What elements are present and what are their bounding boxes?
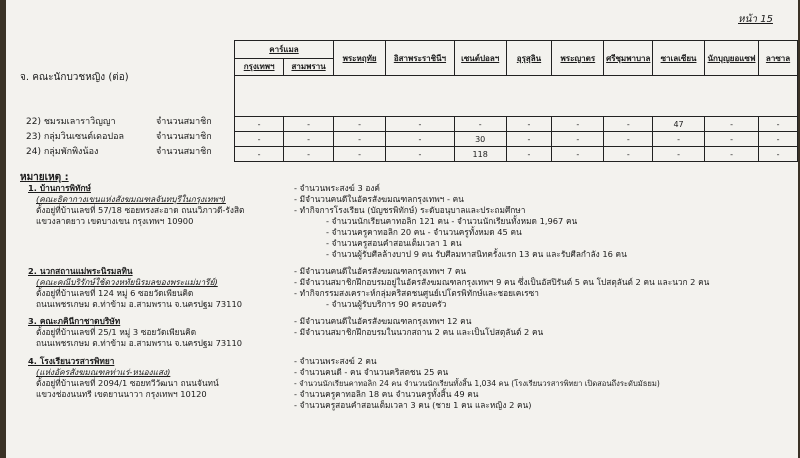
table-cell: - <box>506 117 552 132</box>
col-header-5: ศรีชุมพาบาล <box>604 41 653 76</box>
note-title: 2. นวกสถานแม่พระนิรมลทิน <box>28 266 133 276</box>
table-cell: 47 <box>653 117 705 132</box>
sub-header-0: กรุงเทพฯ <box>235 58 284 76</box>
note-detail: - จำนวนครูคาทอลิก 18 คน จำนวนครูทั้งสิ้น 49 คน <box>294 389 479 399</box>
note-detail: - มีจำนวนคนดีในอัครสังฆมณฑลกรุงเทพฯ 12 คน <box>294 316 472 326</box>
col-header-6: ซาเลเซียน <box>653 41 705 76</box>
col-header-8: ลาซาล <box>759 41 798 76</box>
row-label: 22) ชมรมเลาราวิญญา <box>26 117 116 127</box>
note-line: ตั้งอยู่ที่บ้านเลขที่ 124 หมู่ 6 ซอยวัดเพียนคิด <box>36 288 194 298</box>
note-detail: - มีจำนวนคนดีในอัครสังฆมณฑลกรุงเทพฯ - คน <box>294 194 464 204</box>
table-cell: - <box>653 147 705 162</box>
notes-header: หมายเหตุ : <box>20 172 69 183</box>
table-cell: - <box>604 147 653 162</box>
note-line: ตั้งอยู่ที่บ้านเลขที่ 25/1 หมู่ 3 ซอยวัดเพียนคิด <box>36 327 197 337</box>
table-row <box>235 117 798 132</box>
note-line: (แห่งอัครสังฆมณฑลท่าแร่-หนองแสง) <box>36 367 171 377</box>
note-detail: - จำนวนผู้รับศีลล้างบาป 9 คน รับศีลมหาสนิทครั้งแรก 13 คน และรับศีลกำลัง 16 คน <box>326 249 627 259</box>
table-cell: - <box>759 132 798 147</box>
col-header-3: อุรุสุลิน <box>506 41 552 76</box>
note-line: ถนนเพชรเกษม ต.ท่าข้าม อ.สามพราน จ.นครปฐม 73110 <box>36 338 243 348</box>
table-cell: - <box>333 132 385 147</box>
note-detail: - จำนวนครูคาทอลิก 20 คน - จำนวนครูทั้งหมด 45 คน <box>326 227 522 237</box>
note-line: (คณะคณีบริรักษ์ใช้ดวงหทัยนิรมลของพระแม่มารีย์) <box>36 277 218 287</box>
row-label: 24) กลุ่มพักพิงน้อง <box>26 147 99 157</box>
table-cell: - <box>604 117 653 132</box>
table-row <box>235 132 798 147</box>
table-cell: - <box>333 147 385 162</box>
table-cell: - <box>235 117 284 132</box>
table-cell: 30 <box>454 132 506 147</box>
table-cell: - <box>506 147 552 162</box>
note-detail: - จำนวนนักเรียนคาทอลิก 24 คน จำนวนนักเรียนทั้งสิ้น 1,034 คน (โรงเรียนวรสารพิทยา เปิดสอนถึงระดับมัธยม) <box>294 379 660 388</box>
note-detail: - จำนวนผู้รับบริการ 90 ครอบครัว <box>326 299 447 309</box>
row-unit: จำนวนสมาชิก <box>156 117 212 127</box>
table-cell: - <box>759 147 798 162</box>
table-cell: 118 <box>454 147 506 162</box>
table-cell: - <box>704 132 758 147</box>
note-detail: - จำนวนคนดี - คน จำนวนคริสตชน 25 คน <box>294 367 449 377</box>
table-cell: - <box>284 132 334 147</box>
table-cell: - <box>653 132 705 147</box>
note-line: ถนนเพชรเกษม ต.ท่าข้าม อ.สามพราน จ.นครปฐม 73110 <box>36 299 243 309</box>
statistics-table <box>234 40 798 162</box>
col-header-4: พระญาตร <box>552 41 604 76</box>
col-header-0: พระหฤทัย <box>333 41 385 76</box>
note-detail: - จำนวนนักเรียนคาทอลิก 121 คน - จำนวนนักเรียนทั้งหมด 1,967 คน <box>326 216 578 226</box>
note-line: ตั้งอยู่ที่บ้านเลขที่ 2094/1 ซอยทวีวัฒนา ถนนจันทน์ <box>36 378 219 388</box>
table-cell: - <box>552 132 604 147</box>
document-page <box>6 0 798 458</box>
note-detail: - ทำกิจการโรงเรียน (บัญชรพิทักษ์) ระดับอนุบาลและประถมศึกษา <box>294 205 526 215</box>
header-carmel: คาร์แมล <box>235 41 334 59</box>
table-cell: - <box>284 117 334 132</box>
col-header-1: อิสาพระราชินีฯ <box>386 41 455 76</box>
row-unit: จำนวนสมาชิก <box>156 147 212 157</box>
page-number: หน้า 15 <box>738 14 773 25</box>
note-detail: - มีจำนวนสมาชิกฝึกอบรมอยู่ในอัครสังฆมณฑลกรุงเทพฯ 9 คน ซึ่งเป็นอัสปิรันต์ 5 คน โปสตุลันต์ 2 คน และนวก 2 คน <box>294 277 710 287</box>
note-detail: - จำนวนครูสอนคำสอนเต็มเวลา 3 คน (ชาย 1 คน และหญิง 2 คน) <box>294 400 532 410</box>
table-cell: - <box>386 132 455 147</box>
table-cell: - <box>284 147 334 162</box>
table-spacer <box>235 76 798 117</box>
table-cell: - <box>552 117 604 132</box>
note-title: 1. บ้านการพิทักษ์ <box>28 183 91 193</box>
note-line: แขวงช่องนนทรี เขตยานนาวา กรุงเทพฯ 10120 <box>36 389 207 399</box>
table-cell: - <box>333 117 385 132</box>
table-cell: - <box>759 117 798 132</box>
sub-header-1: สามพราน <box>284 58 334 76</box>
table-cell: - <box>704 117 758 132</box>
col-header-7: นักบุญยอแซฟ <box>704 41 758 76</box>
table-cell: - <box>386 117 455 132</box>
section-label: จ. คณะนักบวชหญิง (ต่อ) <box>20 72 129 83</box>
note-detail: - มีจำนวนคนดีในอัครสังฆมณฑลกรุงเทพฯ 7 คน <box>294 266 467 276</box>
table-cell: - <box>386 147 455 162</box>
note-detail: - มีจำนวนสมาชิกฝึกอบรมในนวกสถาน 2 คน และเป็นโปสตุลันต์ 2 คน <box>294 327 544 337</box>
table-cell: - <box>506 132 552 147</box>
col-header-2: เซนต์ปอลฯ <box>454 41 506 76</box>
note-detail: - จำนวนพระสงฆ์ 3 องค์ <box>294 183 380 193</box>
note-line: แขวงลาดยาว เขตบางเขน กรุงเทพฯ 10900 <box>36 216 194 226</box>
table-cell: - <box>454 117 506 132</box>
note-line: ตั้งอยู่ที่บ้านเลขที่ 57/18 ซอยทรงสะอาด ถนนวิภาวดี-รังสิต <box>36 205 245 215</box>
row-unit: จำนวนสมาชิก <box>156 132 212 142</box>
table-cell: - <box>235 132 284 147</box>
table-row <box>235 147 798 162</box>
table-cell: - <box>235 147 284 162</box>
table-cell: - <box>604 132 653 147</box>
table-cell: - <box>552 147 604 162</box>
note-detail: - จำนวนครูสอนคำสอนเต็มเวลา 1 คน <box>326 238 462 248</box>
note-line: (คณะธิดากางเขนแห่งสังฆมณฑลจันทบุรีในกรุงเทพฯ) <box>36 194 226 204</box>
note-title: 3. คณะภคินีกาชาดบริษัท <box>28 316 121 326</box>
note-detail: - ทำกิจกรรมสงเคราะห์กลุ่มคริสตชนศูนย์เปโตรพิทักษ์และชอยเคเรซา <box>294 288 539 298</box>
row-label: 23) กลุ่มวินเซนต์เดอปอล <box>26 132 125 142</box>
note-detail: - จำนวนพระสงฆ์ 2 คน <box>294 356 377 366</box>
note-title: 4. โรงเรียนวรสารพิทยา <box>28 356 115 366</box>
table-cell: - <box>704 147 758 162</box>
